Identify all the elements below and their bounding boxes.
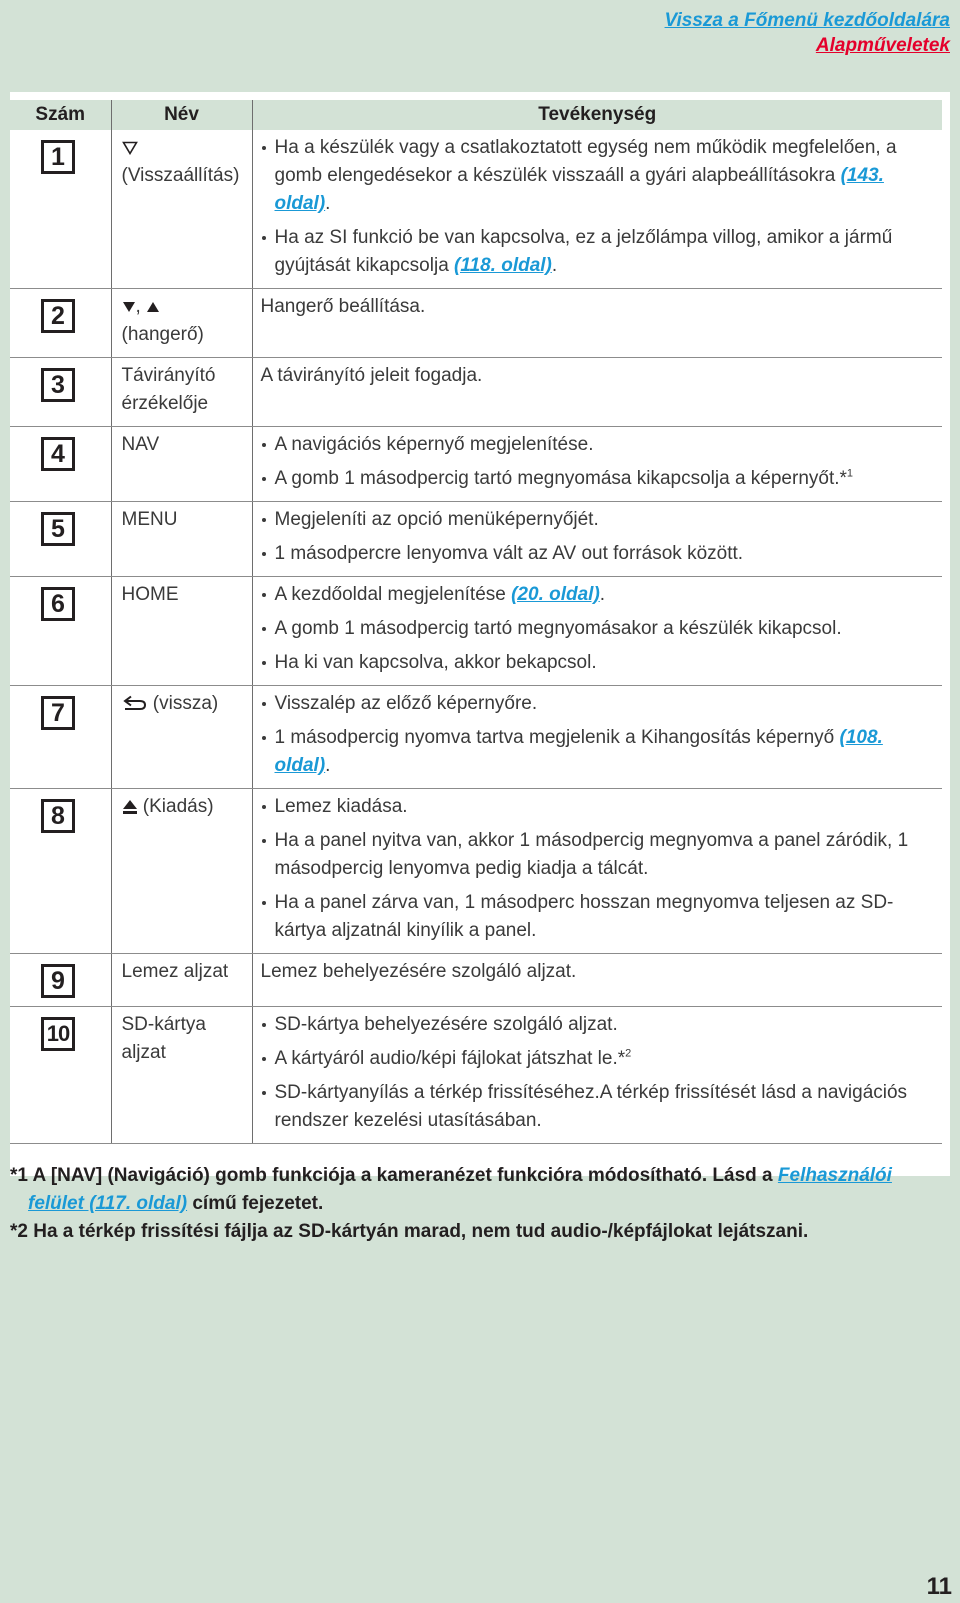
page-number: 11 bbox=[926, 1573, 952, 1600]
item-number-9: 9 bbox=[41, 964, 75, 998]
table-header-row bbox=[10, 100, 942, 130]
item-number-6: 6 bbox=[41, 587, 75, 621]
table-row bbox=[10, 577, 942, 686]
action-bullet: A navigációs képernyő megjelenítése. bbox=[261, 431, 935, 459]
item-name: (hangerő) bbox=[121, 324, 204, 345]
item-number-1: 1 bbox=[41, 140, 75, 174]
action-bullet: Ha a készülék vagy a csatlakoztatott egység nem működik megfelelően, a gomb elengedésekor a készülék visszaáll a gyári alapbeállításokra (143. oldal). bbox=[261, 134, 935, 218]
action-bullet: A kártyáról audio/képi fájlokat játszhat le.*$^2$ bbox=[261, 1045, 935, 1073]
action-bullet: Ha ki van kapcsolva, akkor bekapcsol. bbox=[261, 649, 935, 677]
footnotes bbox=[10, 1162, 940, 1246]
action-bullet: SD-kártyanyílás a térkép frissítéséhez.A térkép frissítését lásd a navigációs rendszer kezelési utasításában. bbox=[261, 1079, 935, 1135]
basic-operations-link[interactable]: Alapműveletek bbox=[815, 35, 950, 56]
top-navigation bbox=[665, 8, 950, 58]
page-ref-link[interactable]: (20. oldal) bbox=[511, 584, 600, 605]
action-bullet: A gomb 1 másodpercig tartó megnyomásakor a készülék kikapcsol. bbox=[261, 615, 935, 643]
item-number-7: 7 bbox=[41, 696, 75, 730]
action-bullet: SD-kártya behelyezésére szolgáló aljzat. bbox=[261, 1011, 935, 1039]
user-interface-link[interactable]: Felhasználói felület (117. oldal) bbox=[28, 1165, 892, 1214]
table-row bbox=[10, 954, 942, 1007]
action-bullet: Ha a panel zárva van, 1 másodperc hosszan megnyomva teljesen az SD-kártya aljzatnál kinyílik a panel. bbox=[261, 889, 935, 945]
action-bullet: A kezdőoldal megjelenítése (20. oldal). bbox=[261, 581, 935, 609]
action-bullet: Lemez kiadása. bbox=[261, 793, 935, 821]
action-bullet: Visszalép az előző képernyőre. bbox=[261, 690, 935, 718]
footnote-1: *1 A [NAV] (Navigáció) gomb funkciója a kameranézet funkcióra módosítható. Lásd a Felhasználói felület (117. oldal) című fejezetet. bbox=[10, 1165, 892, 1214]
item-name: MENU bbox=[121, 509, 178, 530]
item-number-4: 4 bbox=[41, 437, 75, 471]
page-ref-link[interactable]: (118. oldal) bbox=[454, 255, 552, 276]
item-number-8: 8 bbox=[41, 799, 75, 833]
action-text: Lemez behelyezésére szolgáló aljzat. bbox=[260, 961, 577, 982]
page-ref-link[interactable]: (143. oldal) bbox=[274, 165, 884, 214]
table-row bbox=[10, 358, 942, 427]
table-row bbox=[10, 502, 942, 577]
item-name: (Kiadás) bbox=[142, 796, 214, 817]
footnote-2: *2 Ha a térkép frissítési fájlja az SD-kártyán marad, nem tud audio-/képfájlokat lejátszani. bbox=[10, 1221, 809, 1242]
table-row bbox=[10, 130, 942, 289]
action-bullet: A gomb 1 másodpercig tartó megnyomása kikapcsolja a képernyőt.*$^1$ bbox=[261, 465, 935, 493]
table-row bbox=[10, 1007, 942, 1144]
item-name: NAV bbox=[121, 434, 160, 455]
table-row bbox=[10, 289, 942, 358]
reset-triangle-icon bbox=[122, 134, 246, 162]
volume-up-down-icon: , bbox=[122, 293, 246, 321]
header-action: Tevékenység bbox=[252, 100, 942, 130]
action-bullet: Ha az SI funkció be van kapcsolva, ez a jelzőlámpa villog, amikor a jármű gyújtását kikapcsolja (118. oldal). bbox=[261, 224, 935, 280]
action-bullet: Megjeleníti az opció menüképernyőjét. bbox=[261, 506, 935, 534]
item-number-5: 5 bbox=[41, 512, 75, 546]
item-name: HOME bbox=[121, 584, 179, 605]
page-ref-link[interactable]: (108. oldal) bbox=[274, 727, 883, 776]
action-bullet: 1 másodpercre lenyomva vált az AV out források között. bbox=[261, 540, 935, 568]
action-text: Hangerő beállítása. bbox=[260, 296, 426, 317]
header-name: Név bbox=[111, 100, 252, 130]
action-bullet: 1 másodpercig nyomva tartva megjelenik a Kihangosítás képernyő (108. oldal). bbox=[261, 724, 935, 780]
item-name: Távirányító érzékelője bbox=[121, 365, 216, 414]
eject-icon bbox=[122, 799, 138, 815]
table-row bbox=[10, 686, 942, 789]
item-number-2: 2 bbox=[41, 299, 75, 333]
button-reference-table bbox=[10, 100, 942, 1144]
item-name: (vissza) bbox=[152, 693, 219, 714]
action-bullet: Ha a panel nyitva van, akkor 1 másodpercig megnyomva a panel záródik, 1 másodpercig lenyomva pedig kiadja a tálcát. bbox=[261, 827, 935, 883]
action-text: A távirányító jeleit fogadja. bbox=[260, 365, 483, 386]
header-number: Szám bbox=[10, 100, 111, 130]
table-row bbox=[10, 789, 942, 954]
main-menu-link[interactable]: Vissza a Főmenü kezdőoldalára bbox=[664, 10, 950, 31]
item-name: SD-kártya aljzat bbox=[121, 1014, 206, 1063]
item-number-10: 10 bbox=[41, 1017, 75, 1051]
back-arrow-icon bbox=[122, 695, 148, 713]
reference-panel bbox=[10, 92, 950, 1176]
item-name: (Visszaállítás) bbox=[121, 165, 240, 186]
table-row bbox=[10, 427, 942, 502]
item-number-3: 3 bbox=[41, 368, 75, 402]
item-name: Lemez aljzat bbox=[121, 961, 229, 982]
